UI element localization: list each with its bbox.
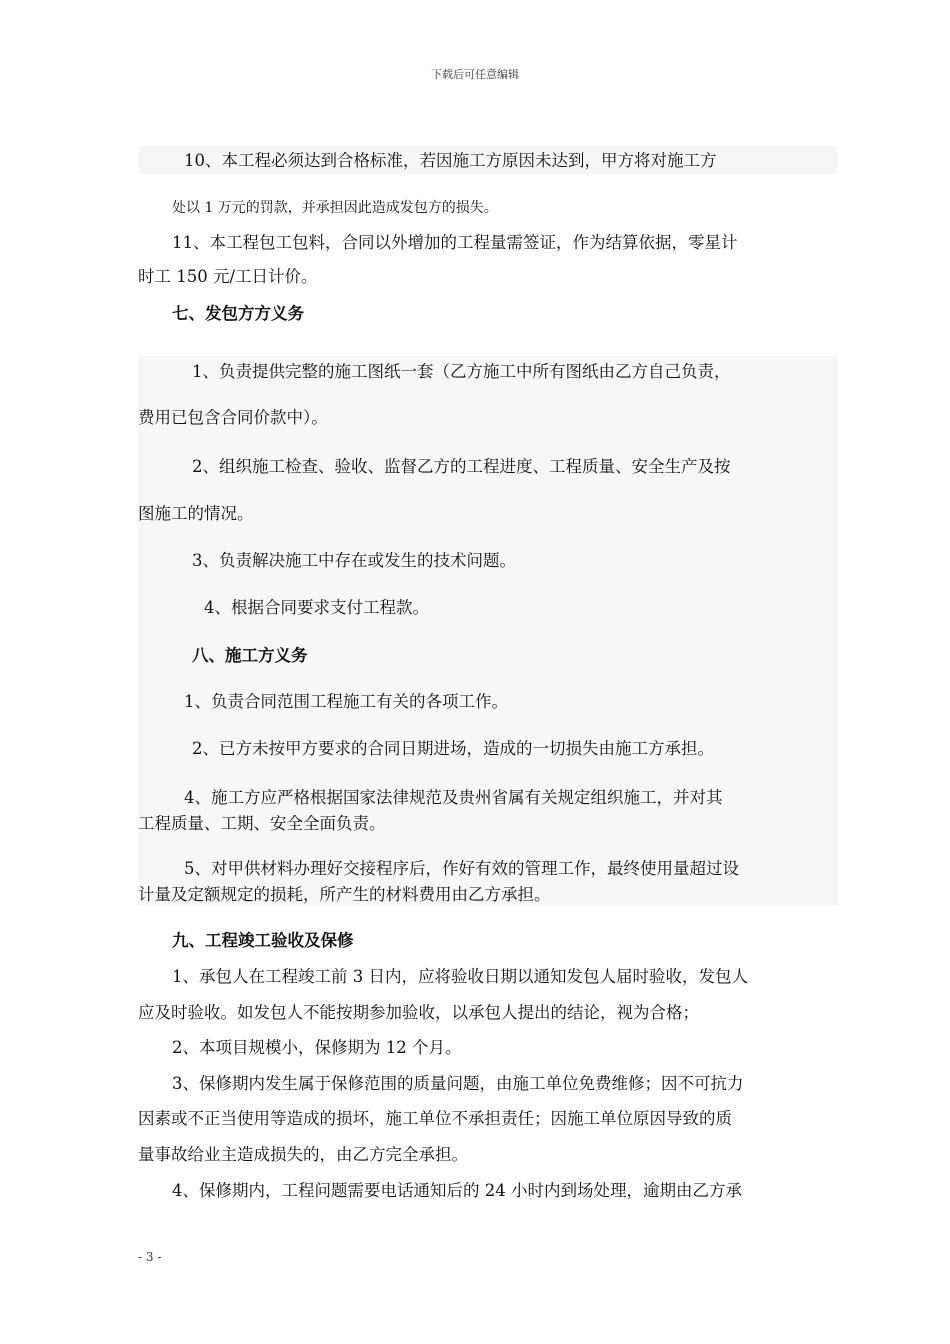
paragraph-line: 1、负责提供完整的施工图纸一套（乙方施工中所有图纸由乙方自己负责， — [192, 362, 731, 381]
paragraph-line: 因素或不正当使用等造成的损坏，施工单位不承担责任；因施工单位原因导致的质 — [138, 1109, 732, 1128]
section-heading: 九、工程竣工验收及保修 — [172, 931, 354, 950]
section-heading: 八、施工方义务 — [192, 646, 308, 665]
paragraph-line: 图施工的情况。 — [138, 504, 254, 523]
paragraph-line: 5、对甲供材料办理好交接程序后，作好有效的管理工作，最终使用量超过设 — [184, 859, 739, 878]
paragraph-line: 时工 150 元/工日计价。 — [138, 267, 318, 286]
paragraph-line: 11、本工程包工包料，合同以外增加的工程量需签证，作为结算依据，零星计 — [172, 233, 738, 252]
paragraph-line: 4、保修期内，工程问题需要电话通知后的 24 小时内到场处理，逾期由乙方承 — [172, 1181, 742, 1200]
section-heading: 七、发包方方义务 — [172, 304, 304, 323]
paragraph-line: 2、已方未按甲方要求的合同日期进场，造成的一切损失由施工方承担。 — [192, 739, 714, 758]
paragraph-line: 3、负责解决施工中存在或发生的技术问题。 — [192, 551, 516, 570]
paragraph-line: 4、施工方应严格根据国家法律规范及贵州省属有关规定组织施工，并对其 — [184, 788, 723, 807]
paragraph-line: 处以 1 万元的罚款，并承担因此造成发包方的损失。 — [172, 200, 498, 216]
paragraph-line: 1、负责合同范围工程施工有关的各项工作。 — [184, 692, 508, 711]
paragraph-line: 2、组织施工检查、验收、监督乙方的工程进度、工程质量、安全生产及按 — [192, 457, 731, 476]
page-number: - 3 - — [138, 1250, 162, 1264]
paragraph-line: 1、承包人在工程竣工前 3 日内，应将验收日期以通知发包人届时验收，发包人 — [172, 967, 748, 986]
paragraph-line: 应及时验收。如发包人不能按期参加验收，以承包人提出的结论，视为合格； — [138, 1003, 699, 1022]
page-header: 下载后可任意编辑 — [431, 68, 519, 81]
paragraph-line: 3、保修期内发生属于保修范围的质量问题，由施工单位免费维修；因不可抗力 — [172, 1074, 744, 1093]
paragraph-line: 费用已包含合同价款中）。 — [138, 408, 328, 427]
paragraph-line: 计量及定额规定的损耗，所产生的材料费用由乙方承担。 — [138, 885, 551, 904]
paragraph-line: 量事故给业主造成损失的，由乙方完全承担。 — [138, 1145, 468, 1164]
paragraph-line: 4、根据合同要求支付工程款。 — [204, 598, 429, 617]
paragraph-line: 10、本工程必须达到合格标准，若因施工方原因未达到，甲方将对施工方 — [184, 151, 717, 170]
paragraph-line: 2、本项目规模小，保修期为 12 个月。 — [172, 1038, 462, 1057]
paragraph-line: 工程质量、工期、安全全面负责。 — [138, 814, 386, 833]
